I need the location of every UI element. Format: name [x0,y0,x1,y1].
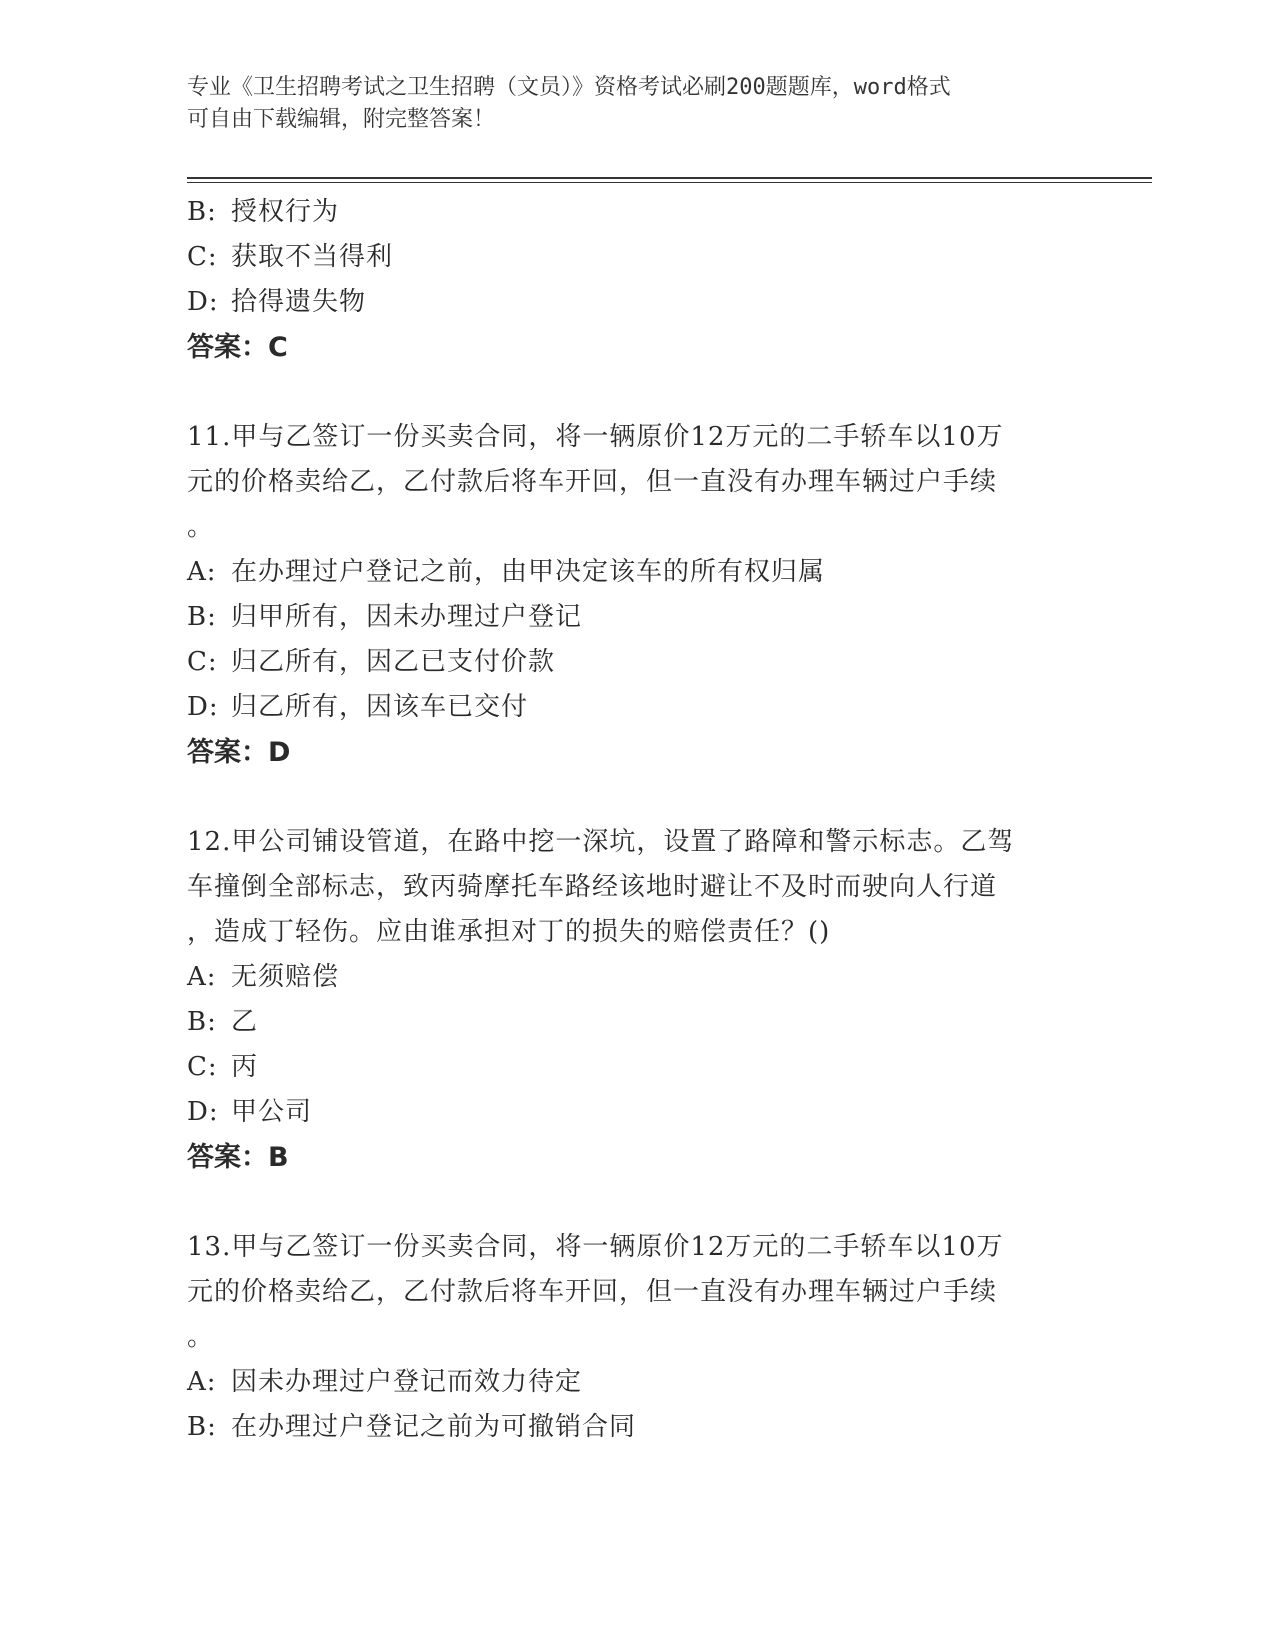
option-key: B: [187,1007,217,1037]
answer-line: 答案：C [187,332,288,363]
option-a [187,955,1067,1000]
answer-line: 答案：B [187,1142,289,1173]
header-rule-thin [187,182,1152,183]
question-stem-line: ，造成丁轻伤。应由谁承担对丁的损失的赔偿责任？() [187,917,831,947]
spacer [187,775,1067,820]
option-text: 归乙所有，因乙已支付价款 [231,647,556,677]
option-text: 甲公司 [231,1097,313,1127]
header-title-line-1: 专业《卫生招聘考试之卫生招聘（文员）》资格考试必刷200题题库，word格式 [187,75,951,100]
question-stem-line: 。 [187,1322,215,1352]
option-text: 在办理过户登记之前，由甲决定该车的所有权归属 [231,557,826,587]
option-text: 乙 [231,1007,259,1037]
question-10-tail [187,190,1067,370]
question-stem-line: 12.甲公司铺设管道，在路中挖一深坑，设置了路障和警示标志。乙驾 [187,827,1015,857]
question-stem-line: 13.甲与乙签订一份买卖合同，将一辆原价12万元的二手轿车以10万 [187,1232,1004,1262]
question-13 [187,1225,1067,1450]
question-11 [187,415,1067,775]
option-a [187,550,1067,595]
header-title-line-2: 可自由下载编辑，附完整答案！ [187,107,496,132]
option-b [187,190,1067,235]
question-stem-line: 元的价格卖给乙，乙付款后将车开回，但一直没有办理车辆过户手续 [187,467,998,497]
option-a [187,1360,1067,1405]
option-text: 在办理过户登记之前为可撤销合同 [231,1412,637,1442]
option-key: A: [187,962,217,992]
option-text: 获取不当得利 [231,242,394,272]
option-key: C: [187,647,218,677]
option-key: D: [187,692,219,722]
option-key: C: [187,1052,218,1082]
option-key: D: [187,1097,219,1127]
option-b [187,1405,1067,1450]
option-text: 拾得遗失物 [231,287,367,317]
option-key: C: [187,242,218,272]
option-c [187,235,1067,280]
option-key: A: [187,557,217,587]
option-text: 归乙所有，因该车已交付 [231,692,529,722]
option-d [187,280,1067,325]
option-text: 授权行为 [231,197,340,227]
option-text: 归甲所有，因未办理过户登记 [231,602,583,632]
question-12 [187,820,1067,1180]
option-b [187,595,1067,640]
option-text: 丙 [231,1052,259,1082]
document-header [187,72,1067,136]
option-key: A: [187,1367,217,1397]
question-stem-line: 。 [187,512,215,542]
option-c [187,1045,1067,1090]
option-b [187,1000,1067,1045]
option-key: B: [187,197,217,227]
option-key: B: [187,602,217,632]
question-stem-line: 车撞倒全部标志，致丙骑摩托车路经该地时避让不及时而驶向人行道 [187,872,998,902]
answer-line: 答案：D [187,737,291,768]
spacer [187,370,1067,415]
option-text: 因未办理过户登记而效力待定 [231,1367,583,1397]
spacer [187,1180,1067,1225]
option-d [187,685,1067,730]
question-content [187,190,1067,1450]
option-text: 无须赔偿 [231,962,340,992]
header-rule-thick [187,177,1152,179]
option-key: B: [187,1412,217,1442]
question-stem-line: 元的价格卖给乙，乙付款后将车开回，但一直没有办理车辆过户手续 [187,1277,998,1307]
option-key: D: [187,287,219,317]
option-d [187,1090,1067,1135]
option-c [187,640,1067,685]
question-stem-line: 11.甲与乙签订一份买卖合同，将一辆原价12万元的二手轿车以10万 [187,422,1004,452]
